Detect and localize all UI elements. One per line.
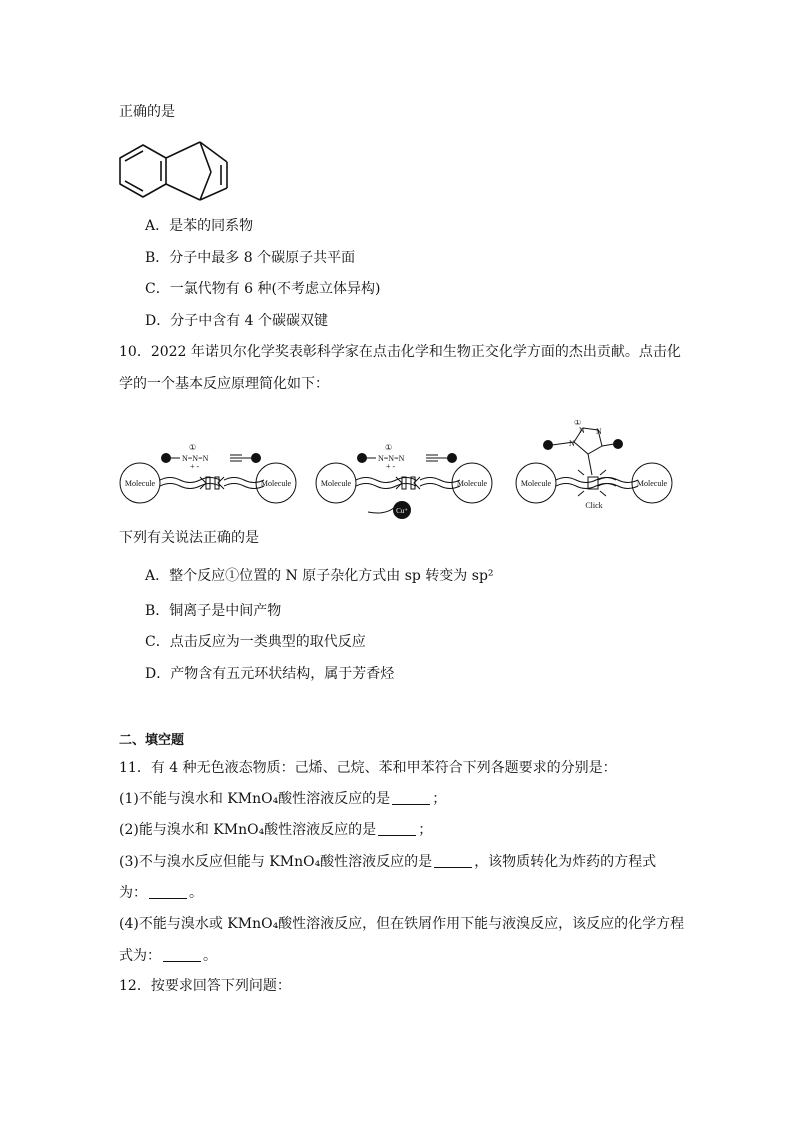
- diagram-triazole-n-2: N: [579, 426, 585, 435]
- diagram-azide-label-2: N=N=N: [378, 454, 405, 463]
- q10-stem-line1: 10．2022 年诺贝尔化学奖表彰科学家在点击化学和生物正交化学方面的杰出贡献。点击化: [119, 344, 681, 360]
- q9-option-b: B．分子中最多 8 个碳原子共平面: [145, 250, 356, 266]
- q11-part4-end: 。: [203, 948, 217, 964]
- diagram-molecule-label-6: Molecule: [636, 479, 668, 488]
- q11-stem: 11．有 4 种无色液态物质：己烯、己烷、苯和甲苯符合下列各题要求的分别是：: [119, 760, 617, 776]
- diagram-marker-2: ①: [385, 443, 393, 452]
- q9-option-a: A．是苯的同系物: [145, 218, 254, 234]
- q11-part3: [119, 852, 656, 872]
- q11-part4-blank[interactable]: [163, 947, 201, 962]
- q12-stem: 12．按要求回答下列问题：: [119, 978, 291, 994]
- q10-prompt: 下列有关说法正确的是: [119, 530, 259, 546]
- q10-option-d: D．产物含有五元环状结构，属于芳香烃: [145, 666, 395, 682]
- diagram-triazole-n-3: N: [596, 427, 602, 436]
- q11-part1-blank[interactable]: [392, 790, 430, 805]
- diagram-molecule-label-4: Molecule: [456, 479, 488, 488]
- diagram-triazole-n-1: N: [569, 439, 575, 448]
- q11-part2-text: (2)能与溴水和 KMnO₄酸性溶液反应的是: [119, 822, 377, 838]
- q10-option-b: B．铜离子是中间产物: [145, 603, 282, 619]
- q11-part4: (4)不能与溴水或 KMnO₄酸性溶液反应，但在铁屑作用下能与液溴反应，该反应的化学方程: [119, 916, 685, 932]
- diagram-molecule-label-5: Molecule: [520, 479, 552, 488]
- q10-option-a: A．整个反应①位置的 N 原子杂化方式由 sp 转变为 sp²: [145, 568, 494, 584]
- q9-stem-tail: 正确的是: [119, 104, 175, 120]
- diagram-azide-charges-2: + -: [386, 462, 396, 471]
- q11-part3-line2: [119, 883, 203, 903]
- q10-stem-line2: 学的一个基本反应原理简化如下：: [119, 376, 329, 392]
- diagram-click-label: Click: [585, 501, 603, 510]
- q10-click-chemistry-diagram: [118, 420, 678, 520]
- q11-part1-text: (1)不能与溴水和 KMnO₄酸性溶液反应的是: [119, 791, 391, 807]
- q11-part3-blank-1[interactable]: [434, 853, 472, 868]
- q11-part3-mid: ，该物质转化为炸药的方程式: [474, 854, 657, 870]
- q11-part3-text: (3)不与溴水反应但能与 KMnO₄酸性溶液反应的是: [119, 854, 433, 870]
- q11-part3-blank-2[interactable]: [149, 884, 187, 899]
- diagram-catalyst-label: Cu⁺: [396, 507, 408, 515]
- diagram-marker-1: ①: [189, 443, 197, 452]
- q10-option-c: C．点击反应为一类典型的取代反应: [145, 634, 366, 650]
- diagram-molecule-label-1: Molecule: [124, 479, 156, 488]
- diagram-marker-3: ①: [574, 420, 582, 427]
- section-2-title: 二、填空题: [119, 733, 185, 748]
- q11-part3-line2-text: 为：: [119, 885, 147, 901]
- q11-part2-blank[interactable]: [378, 821, 416, 836]
- q11-part2: [119, 820, 432, 840]
- q11-part1-end: ；: [432, 791, 447, 807]
- q9-option-c: C．一氯代物有 6 种(不考虑立体异构): [145, 281, 381, 297]
- diagram-molecule-label-3: Molecule: [320, 479, 352, 488]
- diagram-molecule-label-2: Molecule: [260, 479, 292, 488]
- q11-part1: [119, 789, 446, 809]
- diagram-azide-label-1: N=N=N: [182, 454, 209, 463]
- q9-option-d: D．分子中含有 4 个碳碳双键: [145, 313, 329, 329]
- q11-part4-line2: [119, 946, 217, 966]
- diagram-azide-charges-1: + -: [190, 462, 200, 471]
- q11-part4-line2-text: 式为：: [119, 948, 161, 964]
- q11-part3-end: 。: [189, 885, 203, 901]
- q9-structure-diagram: [115, 128, 265, 212]
- q11-part2-end: ；: [418, 822, 433, 838]
